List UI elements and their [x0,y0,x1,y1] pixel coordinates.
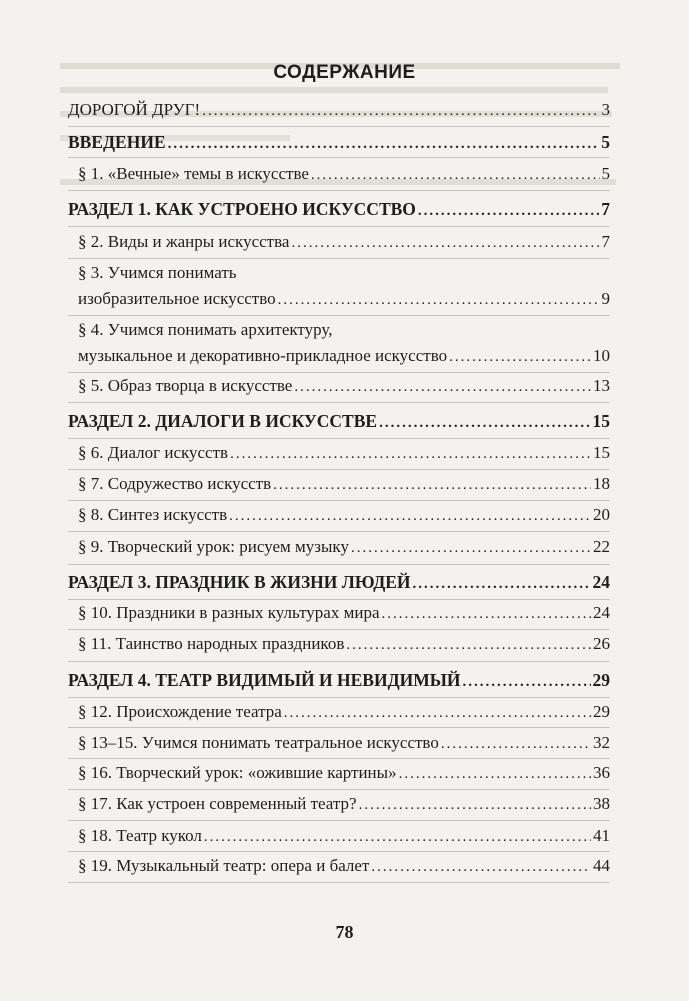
toc-section-3 [68,564,610,600]
toc-entry-18 [68,820,610,852]
dot-leader [273,477,591,494]
entry-page: 36 [593,763,610,782]
dot-leader [382,606,591,623]
page-title: СОДЕРЖАНИЕ [273,62,416,83]
dot-leader [229,508,591,525]
dot-leader [351,540,591,557]
dot-leader [202,103,599,120]
dot-leader [294,379,591,396]
entry-title: § 6. Диалог искусств [78,443,229,462]
entry-page: 44 [593,856,610,875]
toc-entry-11 [68,629,610,662]
entry-page: 32 [593,733,610,752]
dot-leader [284,705,591,722]
entry-title-line2: изобразительное искусство [78,289,276,308]
dot-leader [204,829,591,846]
toc-entry-introduction [68,126,610,158]
dot-leader [399,766,591,783]
entry-title: § 1. «Вечные» темы в искусстве [78,164,309,183]
entry-title: § 5. Образ творца в искусстве [78,376,293,395]
entry-title: РАЗДЕЛ 1. КАК УСТРОЕНО ИСКУССТВО [68,199,416,219]
entry-page: 7 [601,199,610,219]
entry-title: РАЗДЕЛ 3. ПРАЗДНИК В ЖИЗНИ ЛЮДЕЙ [68,572,411,592]
entry-page: 29 [592,670,610,690]
toc-entry-7 [68,469,610,501]
dot-leader [291,235,599,252]
entry-title: § 16. Творческий урок: «ожившие картины» [78,763,397,782]
dot-leader [311,167,600,184]
entry-page: 5 [601,164,610,183]
entry-title: § 7. Содружество искусств [78,474,272,493]
entry-page: 7 [601,232,610,251]
entry-title: РАЗДЕЛ 2. ДИАЛОГИ В ИСКУССТВЕ [68,411,378,431]
entry-title: ДОРОГОЙ ДРУГ! [68,100,201,119]
toc-entry-1 [68,157,610,191]
dot-leader [359,797,591,814]
entry-page: 5 [601,132,610,152]
entry-title: § 2. Виды и жанры искусства [78,232,290,251]
dot-leader [379,415,590,432]
dot-leader [449,349,591,366]
entry-page: 15 [593,443,610,462]
toc-entry-10 [68,599,610,630]
entry-title-line1: § 3. Учимся понимать [78,263,237,282]
entry-page: 24 [593,603,610,622]
entry-title: § 12. Происхождение театра [78,702,282,721]
entry-page: 41 [593,826,610,845]
toc-entry-9 [68,531,610,565]
entry-page: 9 [601,289,610,308]
entry-title: § 13–15. Учимся понимать театральное искусство [78,733,439,752]
toc-entry-2 [68,226,610,259]
dot-leader [278,292,600,309]
toc-entry-dear-friend [68,95,610,127]
page-number: 78 [335,922,354,942]
dot-leader [168,136,600,153]
entry-title: § 11. Таинство народных праздников [78,634,345,653]
entry-title: РАЗДЕЛ 4. ТЕАТР ВИДИМЫЙ И НЕВИДИМЫЙ [68,670,461,690]
entry-page: 22 [593,537,610,556]
entry-page: 15 [592,411,610,431]
toc-section-1 [68,190,610,227]
entry-page: 29 [593,702,610,721]
entry-title: § 18. Театр кукол [78,826,202,845]
toc-section-4 [68,661,610,698]
entry-page: 3 [601,100,610,119]
entry-page: 18 [593,474,610,493]
toc-entry-8 [68,500,610,532]
entry-title-line1: § 4. Учимся понимать архитектуру, [78,320,333,339]
entry-title: § 10. Праздники в разных культурах мира [78,603,380,622]
toc-entry-12 [68,697,610,728]
dot-leader [418,203,599,220]
toc-entry-17 [68,789,610,821]
toc-entry-6 [68,438,610,470]
entry-title-line2: музыкальное и декоративно-прикладное искусство [78,346,448,365]
entry-page: 24 [592,572,610,592]
entry-title: § 17. Как устроен современный театр? [78,794,357,813]
toc-section-2 [68,402,610,439]
toc-entry-5 [68,372,610,403]
entry-title: § 9. Творческий урок: рисуем музыку [78,537,349,556]
dot-leader [413,576,591,593]
dot-leader [230,446,591,463]
dot-leader [346,637,591,654]
entry-title: § 19. Музыкальный театр: опера и балет [78,856,370,875]
entry-page: 10 [593,346,610,365]
dot-leader [371,859,591,876]
entry-page: 38 [593,794,610,813]
toc-entry-16 [68,758,610,790]
toc-entry-13-15 [68,727,610,759]
entry-page: 26 [593,634,610,653]
entry-page: 13 [593,376,610,395]
dot-leader [441,736,591,753]
toc-entry-4 [68,315,610,373]
entry-page: 20 [593,505,610,524]
entry-title: § 8. Синтез искусств [78,505,228,524]
entry-title: ВВЕДЕНИЕ [68,132,166,152]
toc-entry-3 [68,258,610,316]
toc-entry-19 [68,851,610,883]
dot-leader [463,674,591,691]
